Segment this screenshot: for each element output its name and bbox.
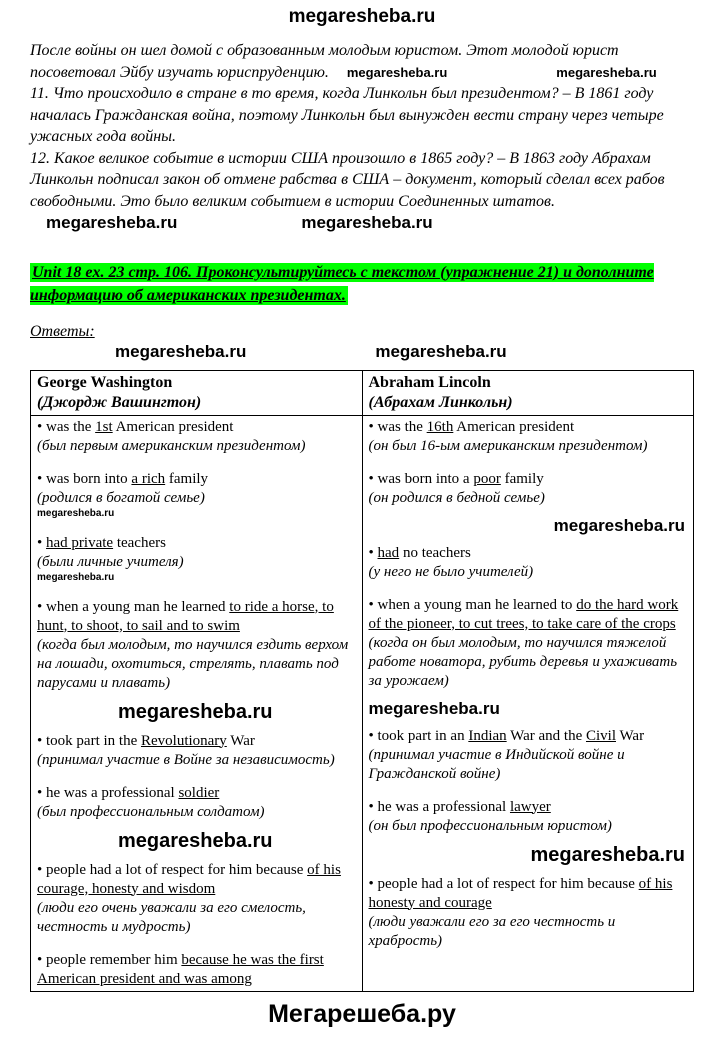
presidents-table [30, 370, 694, 992]
fact-item [37, 598, 354, 693]
column-header-washington [31, 370, 363, 415]
fact-translation: (были личные учителя) [37, 553, 184, 570]
fact-translation: (когда он был молодым, то научился тяжелой работе новатора, рубить деревья и ухаживать за урожаем) [368, 634, 678, 689]
answers-row [30, 323, 694, 341]
fact-english: • had private teachers [37, 534, 166, 551]
question-11: 11. Что происходило в стране в то время, когда Линкольн был президентом? – В 1861 году началась Гражданская война, поэтому Линкольн был вынужден вести страну через четыре ужасных года войны. [30, 85, 664, 145]
fact-item [369, 544, 686, 582]
fact-english: • took part in the Revolutionary War [37, 732, 255, 749]
fact-item [369, 798, 686, 836]
fact-item [369, 727, 686, 784]
fact-english: • was the 16th American president [368, 418, 575, 435]
fact-english: • people had a lot of respect for him because of his courage, honesty and wisdom [37, 861, 341, 897]
exercise-heading [30, 261, 694, 307]
president-name: George Washington [37, 373, 173, 391]
table-body-row [31, 415, 694, 991]
fact-translation: (был профессиональным солдатом) [37, 803, 265, 820]
watermark: megaresheba.ru [46, 213, 178, 232]
fact-english: • people remember him because he was the first American president and was among [37, 951, 324, 987]
fact-item [369, 418, 686, 456]
fact-item [37, 732, 354, 770]
footer-site-name: Мегарешеба.ру [268, 999, 456, 1028]
watermark-row [30, 342, 694, 362]
site-watermark-top: megaresheba.ru [288, 6, 436, 27]
exercise-heading-text: Unit 18 ex. 23 стр. 106. Проконсультируйтесь с текстом (упражнение 21) и дополните информацию об американских президентах. [30, 263, 654, 304]
intro-paragraph [30, 40, 694, 83]
fact-translation: (был первым американским президентом) [37, 437, 306, 454]
president-name-ru: (Джордж Вашингтон) [37, 393, 202, 411]
watermark: megaresheba.ru [553, 515, 685, 535]
watermark: megaresheba.ru [115, 341, 247, 361]
fact-english: • people had a lot of respect for him because of his honesty and courage [368, 875, 673, 911]
fact-english: • was born into a poor family [368, 470, 544, 487]
fact-translation: (принимал участие в Индийской войне и Гражданской войне) [368, 746, 625, 782]
watermark: megaresheba.ru [37, 571, 115, 583]
question-12-text: 12. Какое великое событие в истории США произошло в 1865 году? – В 1863 году Абрахам Линкольн подписал закон об отмене рабства в США – документ, который сделал всех рабов свободными. Это было великим событием в истории Соединенных штатов. [30, 149, 665, 210]
lincoln-facts-cell [362, 415, 694, 991]
watermark: megaresheba.ru [346, 64, 448, 80]
fact-translation: (когда был молодым, то научился ездить верхом на лошади, охотиться, стрелять, плавать под парусами и плавать) [37, 636, 349, 691]
intro-text [30, 40, 694, 235]
fact-translation: (родился в богатой семье) [37, 489, 205, 506]
fact-english: • when a young man he learned to do the hard work of the pioneer, to cut trees, to take care of the crops [368, 596, 679, 632]
watermark: megaresheba.ru [530, 843, 685, 866]
watermark: megaresheba.ru [117, 829, 273, 852]
fact-translation: (люди уважали его за его честность и храбрость) [368, 913, 616, 949]
fact-item [369, 875, 686, 951]
fact-translation: (он родился в бедной семье) [368, 489, 545, 506]
fact-item [369, 470, 686, 508]
president-name: Abraham Lincoln [368, 373, 491, 391]
fact-item [37, 784, 354, 822]
fact-translation: (люди его очень уважали за его смелость, честность и мудрость) [37, 899, 306, 935]
watermark: megaresheba.ru [375, 341, 507, 361]
fact-item [369, 596, 686, 691]
fact-item [37, 951, 354, 989]
fact-item [37, 418, 354, 456]
fact-translation: (принимал участие в Войне за независимость) [37, 751, 335, 768]
table-header-row [31, 370, 694, 415]
fact-english: • had no teachers [368, 544, 471, 561]
fact-english: • was the 1st American president [37, 418, 234, 435]
fact-english: • when a young man he learned to ride a horse, to hunt, to shoot, to sail and to swim [37, 598, 334, 634]
column-header-lincoln [362, 370, 694, 415]
watermark: megaresheba.ru [117, 700, 273, 723]
fact-item [37, 861, 354, 937]
watermark: megaresheba.ru [368, 698, 500, 718]
fact-translation: (у него не было учителей) [368, 563, 534, 580]
fact-translation: (он был профессиональным юристом) [368, 817, 612, 834]
answers-label: Ответы: [30, 322, 95, 340]
intro-sentence: После войны он шел домой с образованным молодым юристом. Этот молодой юрист посоветовал Эйбу изучать юриспруденцию. [30, 42, 619, 81]
fact-english: • took part in an Indian War and the Civil War [368, 727, 645, 744]
watermark: megaresheba.ru [37, 507, 115, 519]
president-name-ru: (Абрахам Линкольн) [368, 393, 513, 411]
question-12 [30, 148, 694, 235]
fact-item [37, 534, 354, 584]
washington-facts-cell [31, 415, 363, 991]
fact-english: • he was a professional soldier [37, 784, 220, 801]
fact-english: • was born into a rich family [37, 470, 209, 487]
fact-english: • he was a professional lawyer [368, 798, 551, 815]
fact-item [37, 470, 354, 520]
fact-translation: (он был 16-ым американским президентом) [368, 437, 648, 454]
watermark: megaresheba.ru [301, 213, 433, 232]
watermark: megaresheba.ru [556, 64, 657, 80]
